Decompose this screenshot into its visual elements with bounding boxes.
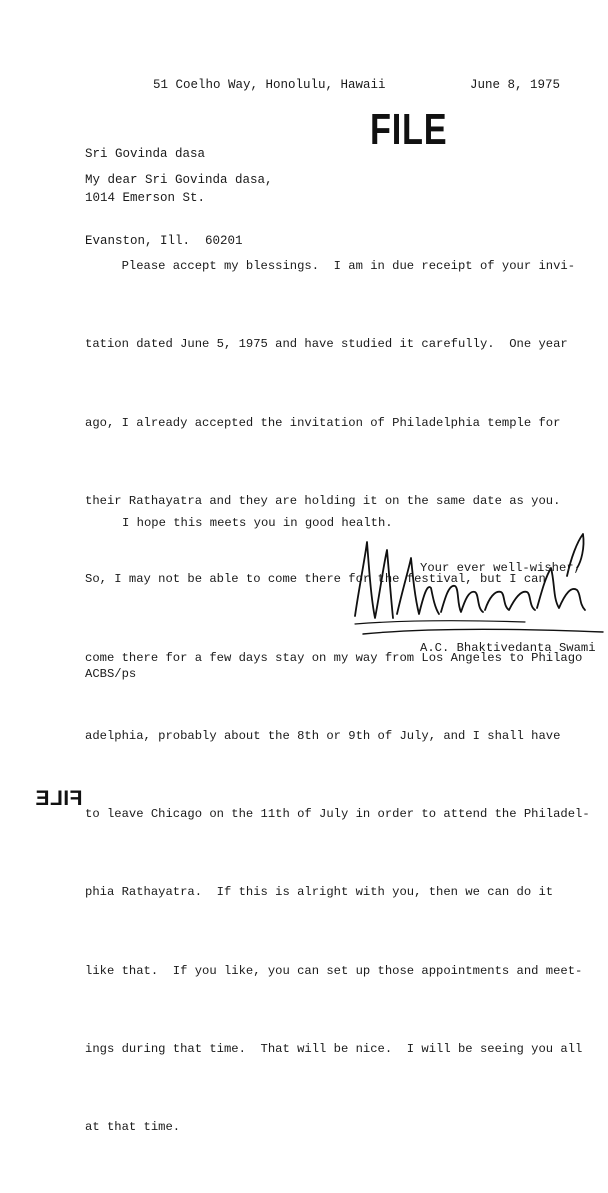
body-line: Please accept my blessings. I am in due receipt of your invi-	[85, 259, 576, 274]
body-line: to leave Chicago on the 11th of July in order to attend the Philadel-	[85, 807, 590, 822]
file-stamp-mirrored: FILE	[35, 787, 83, 810]
body-line: ings during that time. That will be nice. I will be seeing you all	[85, 1042, 583, 1056]
sender-address: 51 Coelho Way, Honolulu, Hawaii	[153, 78, 386, 92]
body-line: tation dated June 5, 1975 and have studied it carefully. One year	[85, 337, 568, 352]
typist-initials: ACBS/ps	[85, 667, 137, 681]
handwritten-signature	[345, 528, 605, 638]
signoff: Your ever well-wisher,	[420, 561, 581, 575]
letter-date: June 8, 1975	[470, 78, 561, 92]
body-line: adelphia, probably about the 8th or 9th of July, and I shall have	[85, 728, 561, 743]
letter-body	[85, 201, 590, 1193]
body-line: their Rathayatra and they are holding it on the same date as you.	[85, 494, 561, 509]
recipient-street: 1014 Emerson St.	[85, 190, 206, 205]
signature-name: A.C. Bhaktivedanta Swami	[420, 641, 596, 655]
recipient-name: Sri Govinda dasa	[85, 147, 206, 161]
body-line: ago, I already accepted the invitation of Philadelphia temple for	[85, 415, 561, 430]
salutation: My dear Sri Govinda dasa,	[85, 173, 273, 187]
closing-line: I hope this meets you in good health.	[122, 516, 393, 530]
recipient-city: Evanston, Ill. 60201	[85, 234, 243, 248]
body-line: come there for a few days stay on my way from Los Angeles to Philago	[85, 650, 583, 665]
body-line: phia Rathayatra. If this is alright with you, then we can do it	[85, 885, 554, 900]
file-stamp: FILE	[370, 105, 448, 154]
body-line: So, I may not be able to come there for the festival, but I can	[85, 572, 546, 587]
body-line: like that. If you like, you can set up those appointments and meet-	[85, 963, 583, 978]
body-line: at that time.	[85, 1120, 181, 1135]
